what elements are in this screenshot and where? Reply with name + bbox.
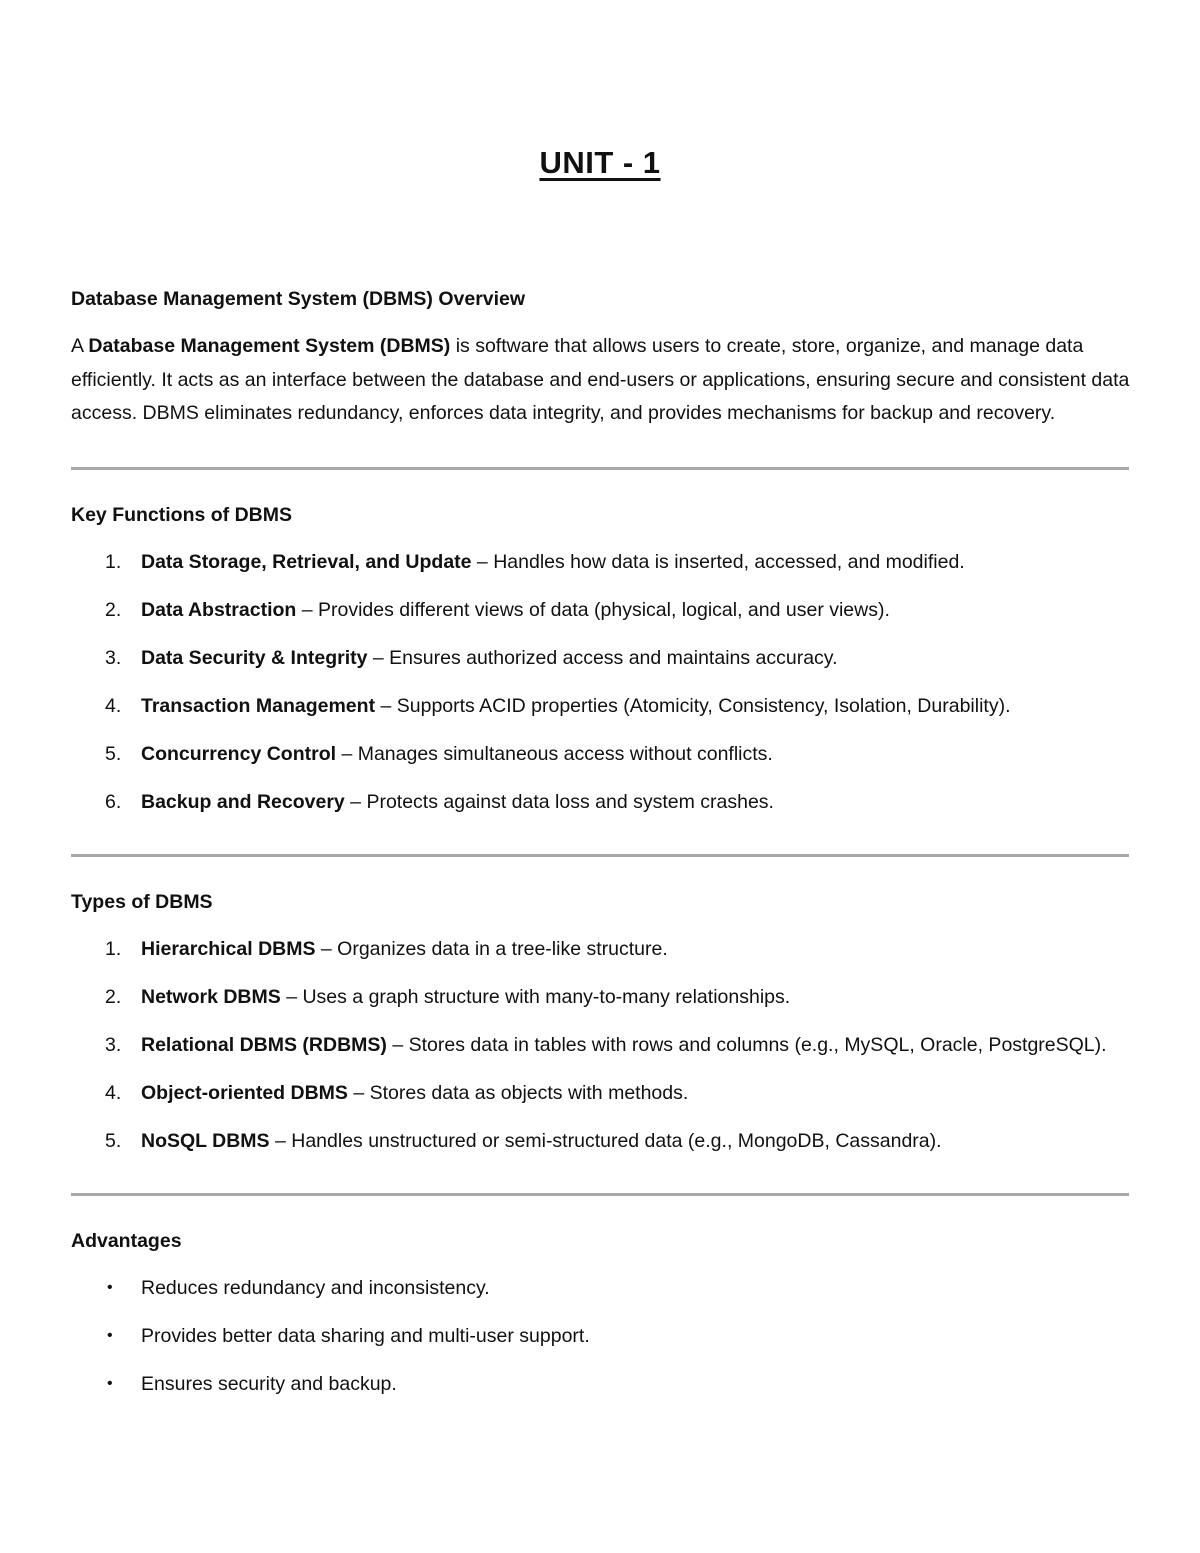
section-divider xyxy=(71,1193,1129,1196)
item-number: 3. xyxy=(105,1033,122,1056)
item-description: – Handles how data is inserted, accessed, and modified. xyxy=(471,550,965,573)
list-item xyxy=(71,1125,1131,1157)
item-term: Data Abstraction xyxy=(141,598,297,621)
list-item xyxy=(71,690,1131,722)
list-item xyxy=(71,1029,1131,1061)
bullet-icon: • xyxy=(107,1278,113,1296)
list-item xyxy=(71,786,1131,818)
item-term: Data Storage, Retrieval, and Update xyxy=(141,550,472,573)
list-item xyxy=(71,1272,1131,1304)
advantages-section xyxy=(71,1226,1131,1400)
functions-list xyxy=(71,546,1131,818)
list-item xyxy=(71,546,1131,578)
item-description: – Stores data as objects with methods. xyxy=(347,1081,689,1104)
item-description: – Protects against data loss and system crashes. xyxy=(344,790,774,813)
item-text: Provides better data sharing and multi-user support. xyxy=(141,1324,590,1347)
item-term: Relational DBMS (RDBMS) xyxy=(141,1033,387,1056)
item-number: 3. xyxy=(105,646,122,669)
item-description: – Handles unstructured or semi-structured data (e.g., MongoDB, Cassandra). xyxy=(269,1129,942,1152)
list-item xyxy=(71,933,1131,965)
types-heading: Types of DBMS xyxy=(71,890,213,913)
item-description: – Ensures authorized access and maintains accuracy. xyxy=(367,646,838,669)
item-term: Hierarchical DBMS xyxy=(141,937,316,960)
item-description: – Supports ACID properties (Atomicity, Consistency, Isolation, Durability). xyxy=(375,694,1011,717)
item-term: Network DBMS xyxy=(141,985,281,1008)
functions-section xyxy=(71,500,1131,818)
item-description: – Manages simultaneous access without conflicts. xyxy=(336,742,773,765)
list-item xyxy=(71,1368,1131,1400)
overview-heading: Database Management System (DBMS) Overview xyxy=(71,288,526,310)
item-text: Ensures security and backup. xyxy=(141,1372,397,1395)
item-number: 5. xyxy=(105,1129,122,1152)
item-number: 4. xyxy=(105,1081,122,1104)
advantages-list xyxy=(71,1272,1131,1400)
item-term: Transaction Management xyxy=(141,694,376,717)
types-list xyxy=(71,933,1131,1157)
overview-paragraph xyxy=(71,330,1131,431)
list-item xyxy=(71,981,1131,1013)
overview-para-rest: is software that allows users to create, store, organize, and manage data efficiently. It acts as an interface between the database and end-users or applications, ensuring secure and consistent data access. DBMS eliminates redundancy, enforces data integrity, and provides mechanisms for backup and recovery. xyxy=(71,335,1130,424)
section-divider xyxy=(71,854,1129,857)
overview-para-bold: Database Management System (DBMS) xyxy=(88,335,451,357)
item-text: Reduces redundancy and inconsistency. xyxy=(141,1276,490,1299)
item-number: 4. xyxy=(105,694,122,717)
page-title: UNIT - 1 xyxy=(539,145,661,180)
bullet-icon: • xyxy=(107,1374,113,1392)
item-term: Object-oriented DBMS xyxy=(141,1081,348,1104)
item-number: 2. xyxy=(105,598,122,621)
advantages-heading: Advantages xyxy=(71,1229,182,1252)
item-description: – Provides different views of data (physical, logical, and user views). xyxy=(296,598,890,621)
item-number: 5. xyxy=(105,742,122,765)
list-item xyxy=(71,594,1131,626)
item-number: 2. xyxy=(105,985,122,1008)
overview-section xyxy=(71,284,1131,431)
list-item xyxy=(71,738,1131,770)
overview-para-prefix: A xyxy=(71,335,89,357)
item-number: 6. xyxy=(105,790,122,813)
item-description: – Stores data in tables with rows and columns (e.g., MySQL, Oracle, PostgreSQL). xyxy=(386,1033,1107,1056)
item-number: 1. xyxy=(105,550,122,573)
section-divider xyxy=(71,467,1129,470)
functions-heading: Key Functions of DBMS xyxy=(71,503,293,526)
document-body xyxy=(71,284,1131,1416)
types-section xyxy=(71,887,1131,1157)
bullet-icon: • xyxy=(107,1326,113,1344)
item-term: NoSQL DBMS xyxy=(141,1129,270,1152)
item-description: – Uses a graph structure with many-to-many relationships. xyxy=(280,985,791,1008)
item-term: Concurrency Control xyxy=(141,742,337,765)
item-description: – Organizes data in a tree-like structure. xyxy=(315,937,668,960)
list-item xyxy=(71,1320,1131,1352)
list-item xyxy=(71,1077,1131,1109)
item-term: Data Security & Integrity xyxy=(141,646,368,669)
item-number: 1. xyxy=(105,937,122,960)
item-term: Backup and Recovery xyxy=(141,790,345,813)
list-item xyxy=(71,642,1131,674)
